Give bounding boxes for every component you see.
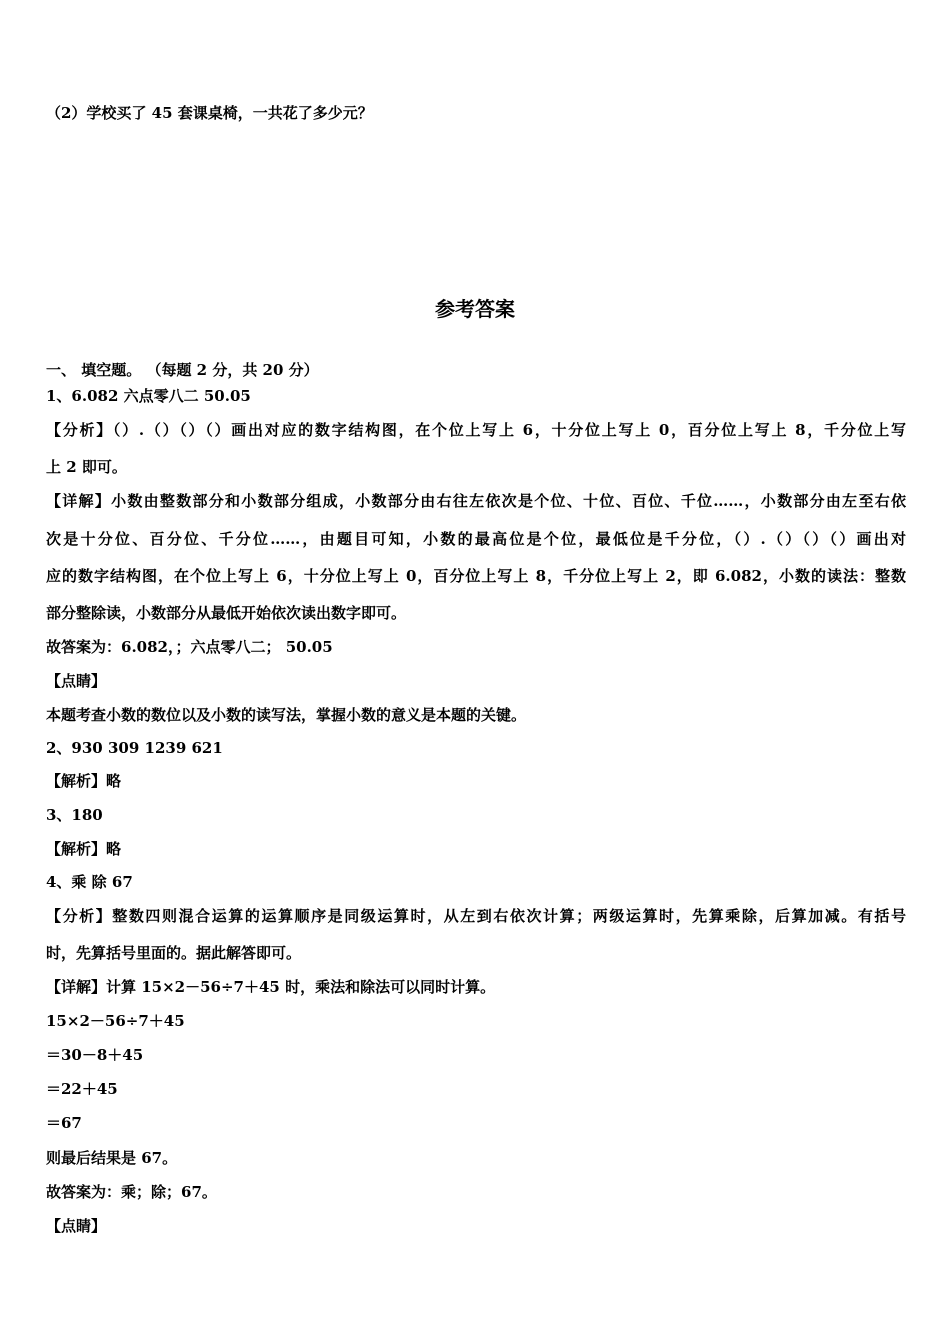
item-1-detail-line-4: 部分整除读，小数部分从最低开始依次读出数字即可。 bbox=[46, 604, 407, 622]
item-4-step-2: ＝30－8＋45 bbox=[46, 1046, 144, 1064]
item-4-step-3: ＝22＋45 bbox=[46, 1080, 118, 1098]
item-2-answer: 2、930 309 1239 621 bbox=[46, 739, 223, 757]
item-4-result: 则最后结果是 67。 bbox=[46, 1149, 178, 1167]
item-4-point-label: 【点睛】 bbox=[46, 1217, 107, 1235]
item-1-detail-line-2: 次是十分位、百分位、千分位……，由题目可知，小数的最高位是个位，最低位是千分位，（）.（）（）（）画出对 bbox=[46, 530, 906, 548]
question-2: （2）学校买了 45 套课桌椅，一共花了多少元？ bbox=[46, 104, 373, 122]
item-4-detail: 【详解】计算 15×2－56÷7＋45 时，乘法和除法可以同时计算。 bbox=[46, 978, 496, 996]
item-1-point-label: 【点睛】 bbox=[46, 672, 107, 690]
item-4-analysis-line-2: 时，先算括号里面的。据此解答即可。 bbox=[46, 944, 302, 962]
section-1-heading: 一、 填空题。 （每题 2 分，共 20 分） bbox=[46, 361, 319, 379]
item-4-analysis-line-1: 【分析】整数四则混合运算的运算顺序是同级运算时，从左到右依次计算；两级运算时，先算乘除，后算加减。有括号 bbox=[46, 907, 906, 925]
item-1-detail-line-1: 【详解】小数由整数部分和小数部分组成，小数部分由右往左依次是个位、十位、百位、千位……，小数部分由左至右依 bbox=[46, 492, 906, 510]
item-2-analysis: 【解析】略 bbox=[46, 772, 122, 790]
item-4-step-1: 15×2－56÷7＋45 bbox=[46, 1012, 185, 1030]
item-1-point-text: 本题考查小数的数位以及小数的读写法，掌握小数的意义是本题的关键。 bbox=[46, 706, 527, 724]
item-1-answer: 1、6.082 六点零八二 50.05 bbox=[46, 387, 251, 405]
answers-title: 参考答案 bbox=[435, 297, 515, 321]
item-1-detail-line-3: 应的数字结构图，在个位上写上 6，十分位上写上 0，百分位上写上 8，千分位上写上 2，即 6.082，小数的读法：整数 bbox=[46, 567, 906, 585]
item-1-analysis-line-1: 【分析】（）.（）（）（）画出对应的数字结构图，在个位上写上 6，十分位上写上 0，百分位上写上 8，千分位上写 bbox=[46, 421, 906, 439]
item-1-final-answer: 故答案为：6.082，；六点零八二； 50.05 bbox=[46, 638, 333, 656]
item-3-answer: 3、180 bbox=[46, 806, 103, 824]
item-4-answer: 4、乘 除 67 bbox=[46, 873, 133, 891]
item-4-step-4: ＝67 bbox=[46, 1114, 82, 1132]
item-3-analysis: 【解析】略 bbox=[46, 840, 122, 858]
item-1-analysis-line-2: 上 2 即可。 bbox=[46, 458, 127, 476]
item-4-final-answer: 故答案为：乘；除；67。 bbox=[46, 1183, 217, 1201]
